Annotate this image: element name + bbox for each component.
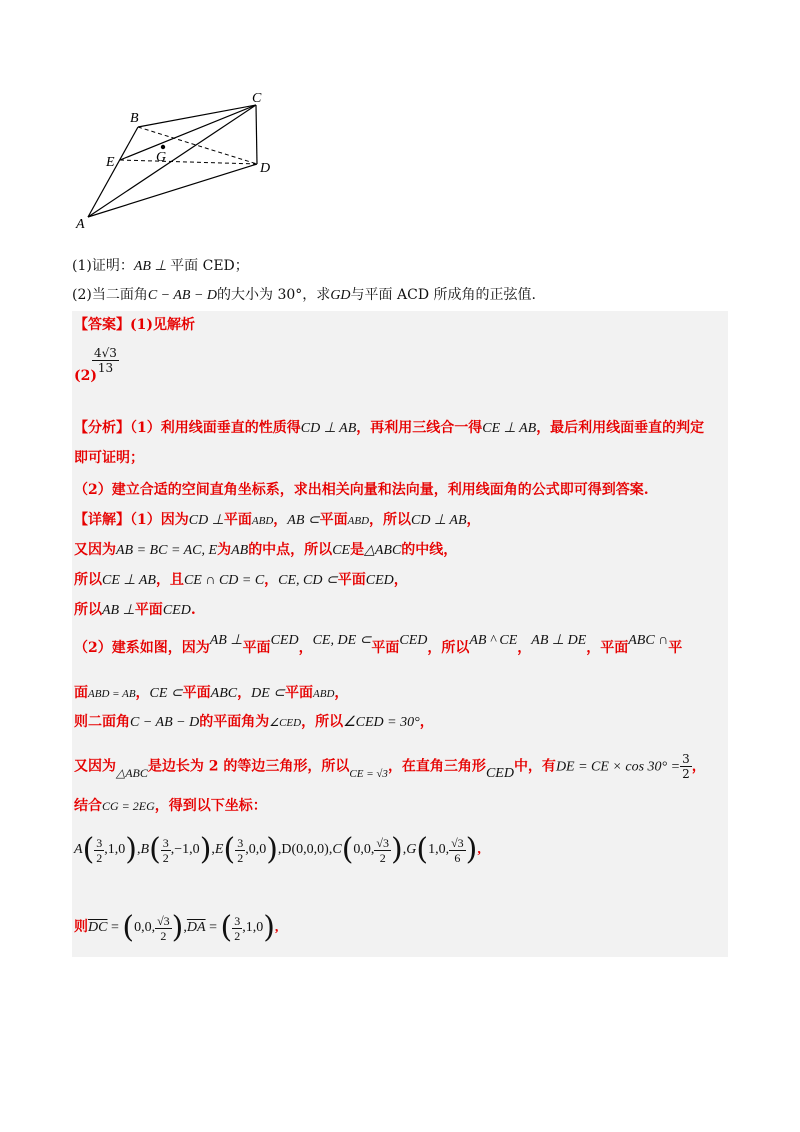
detail-line-5: （2）建系如图，因为AB ⊥平面CED，CE, DE ⊂平面CED，所以AB ^ CE，AB ⊥ DE，平面ABC ∩平 [74, 633, 683, 656]
analysis-line-2: 即可证明； [74, 450, 144, 466]
answer-1: 【答案】(1)见解析 [74, 317, 195, 333]
detail-line-4: 所以AB ⊥平面CED. [74, 602, 196, 618]
label-A: A [76, 217, 85, 232]
question-2: (2)当二面角C − AB − D的大小为 30°，求GD与平面 ACD 所成角的正弦值. [72, 287, 536, 303]
de-fraction: $\frac{3}{2}$ [682, 752, 690, 781]
coordinates-line: A( $\frac{3}{2}$ ,1,0),B( $\frac{3}{2}$ ,−1,0),E( $\frac{3}{2}$ ,0,0),D(0,0,0),C(0,0, $\frac{√3}{2}$ ),G(1,0, $\frac{√3}{6}$ ), [74, 832, 481, 867]
analysis-line-3: （2）建立合适的空间直角坐标系，求出相关向量和法向量，利用线面角的公式即可得到答案. [74, 482, 649, 498]
label-D: D [260, 161, 271, 176]
answer-fraction: $\frac{4√3}{13}$ [94, 346, 117, 375]
detail-line-1: 【详解】（1）因为CD ⊥平面ABD，AB ⊂平面ABD，所以CD ⊥ AB， [74, 512, 481, 528]
detail-line-9: 结合CG = 2EG，得到以下坐标： [74, 798, 267, 814]
question-1: (1)证明：AB ⊥ 平面 CED； [72, 258, 249, 274]
label-E: E [106, 155, 115, 170]
analysis-line-1: 【分析】（1）利用线面垂直的性质得CD ⊥ AB，再利用三线合一得CE ⊥ AB，最后利用线面垂直的判定 [74, 420, 705, 436]
label-C: C [252, 92, 262, 106]
label-B: B [130, 111, 139, 126]
vectors-line: 则$\overline{DC} = (0,0$, $\frac{√3}{2}$ )$,\overline{DA}$ = ( $\frac{3}{2}$ ,1,0), [74, 910, 279, 945]
detail-line-8: 又因为△ABC是边长为 2 的等边三角形，所以$_{CE = √3}$，在直角三角形CED中，有DE = CE × cos 30° = $\frac{3}{2}$ ， [74, 752, 706, 781]
detail-line-2: 又因为AB = BC = AC, E为AB的中点，所以CE是△ABC的中线， [74, 542, 458, 558]
label-G: G [156, 150, 167, 165]
geometry-figure [70, 92, 280, 232]
detail-line-7: 则二面角C − AB − D的平面角为∠CED，所以∠CED = 30°， [74, 714, 434, 730]
detail-line-3: 所以CE ⊥ AB，且CE ∩ CD = C，CE, CD ⊂平面CED， [74, 572, 408, 588]
detail-line-6: 面ABD = AB，CE ⊂平面ABC，DE ⊂平面ABD， [74, 685, 349, 701]
